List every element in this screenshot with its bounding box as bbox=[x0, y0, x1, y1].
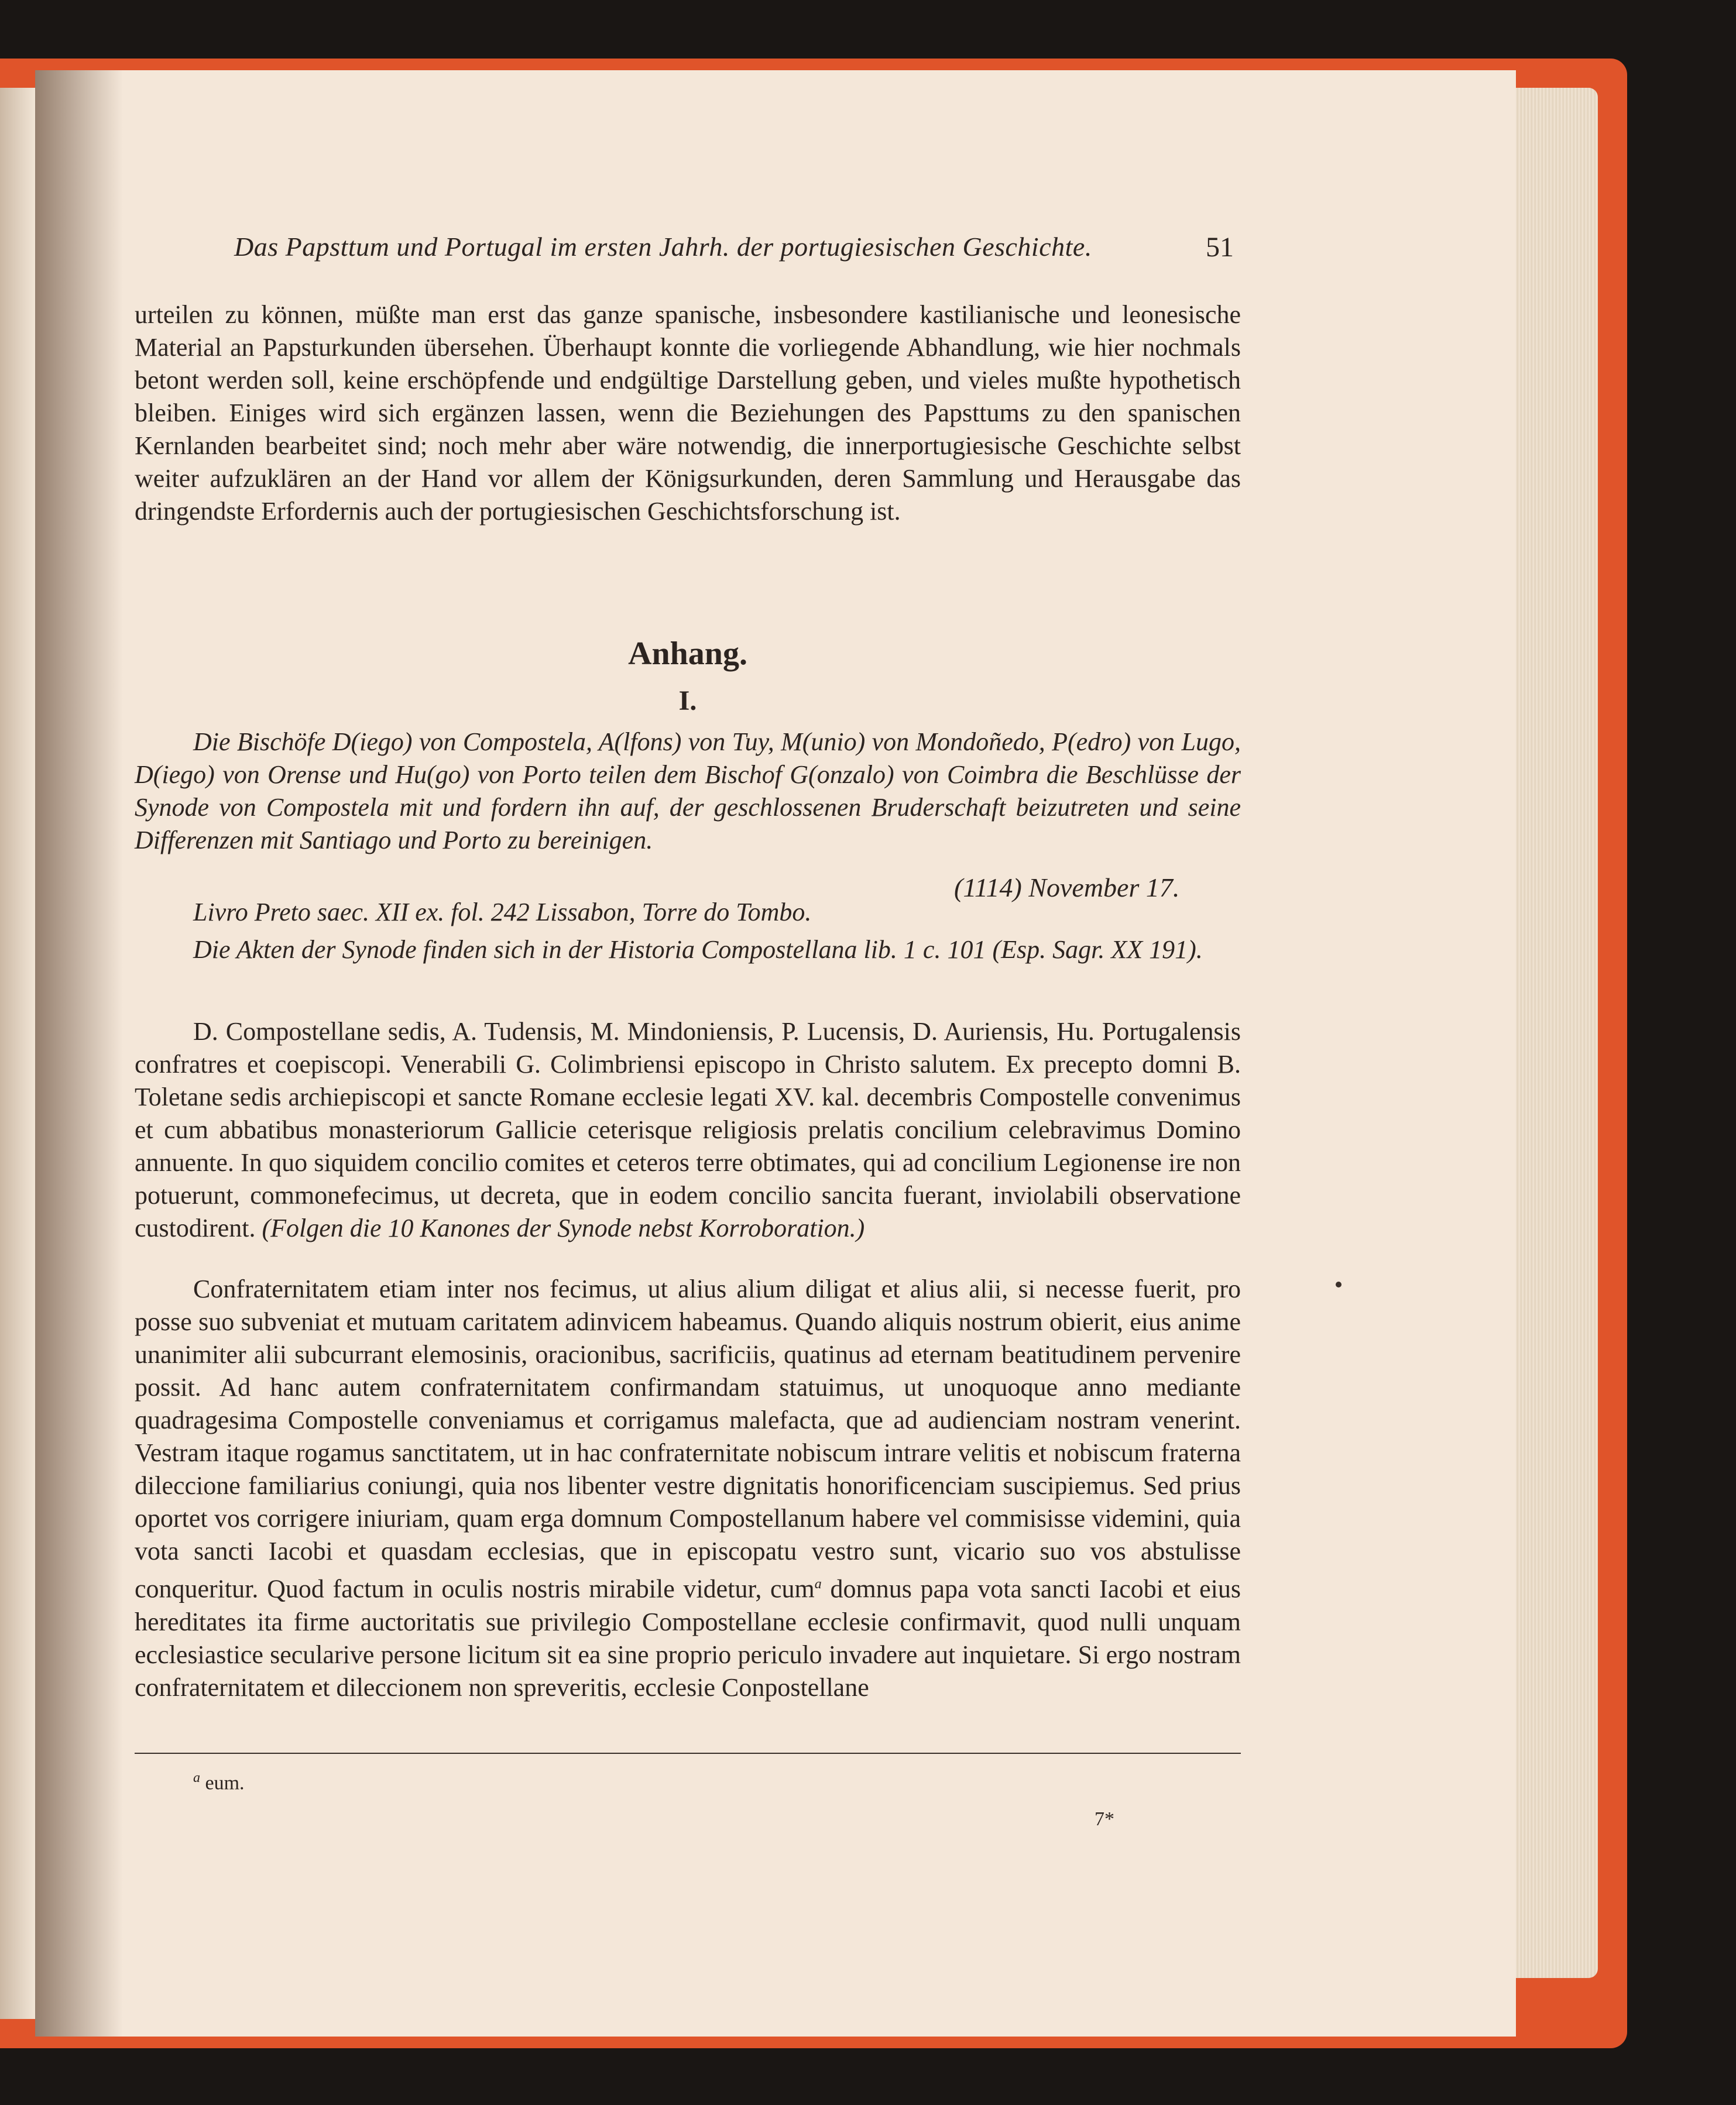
document-date: (1114) November 17. bbox=[954, 873, 1180, 902]
source-reference: Livro Preto saec. XII ex. fol. 242 Lissabon, Torre do Tombo. bbox=[193, 898, 812, 926]
page-stack-edge bbox=[1516, 88, 1598, 1978]
document-text-2a: Confraternitatem etiam inter nos fecimus, ut alius alium diligat et alius alii, si necesse fuerit, pro posse suo subveniat et mutuam caritatem adinvicem habeamus. Quando aliquis nostrum obierit, eius anime unanimiter alii subcurrant elemosinis, oracionibus, sacrificiis, quatinus ad eternam beatitudinem pervenire possit. Ad hanc autem confraternitatem confirmandam statuimus, ut unoquoque anno mediante quadragesima Compostelle conveniamus et corrigamus malefacta, que ad audienciam nostram venerint. Vestram itaque rogamus sanctitatem, ut in hac confraternitate nobiscum intrare velitis et nobiscum fraterna dileccione familiarius coniungi, quia nos libenter vestre dignitatis honorificenciam suscipiemus. Sed prius oportet vos corrigere iniuriam, quam erga domnum Compostellanum habere vel commisisse videmini, quia vota sancti Iacobi et quasdam ecclesias, que in episcopatu vestro sunt, vicario suo vos abstulisse conqueritur. Quod factum in oculis nostris mirabile videtur, cum bbox=[135, 1275, 1241, 1603]
signature-mark: 7* bbox=[1095, 1808, 1114, 1830]
footnote-divider bbox=[135, 1753, 1241, 1754]
footnote bbox=[193, 1770, 245, 1794]
footnote-reference: a bbox=[814, 1577, 822, 1592]
facing-page-edge bbox=[0, 88, 35, 2019]
margin-dot bbox=[1336, 1282, 1342, 1287]
document-text-1: D. Compostellane sedis, A. Tudensis, M. Mindoniensis, P. Lucensis, D. Auriensis, Hu. Portugalensis confratres et coepiscopi. Venerabili G. Colimbriensi episcopo in Christo salutem. Ex precepto domni B. Toletane sedis archiepiscopi et sancte Romane ecclesie legati XV. kal. decembris Compostelle convenimus et cum abbatibus monasteriorum Gallicie ceterisque religiosis prelatis concilium celebravimus Domino annuente. In quo siquidem concilio comites et ceteros terre obtimates, qui ad concilium Legionense ire non potuerunt, commonefecimus, ut decreta, que in eodem concilio sancita fuerant, inviolabili observatione custodirent. bbox=[135, 1017, 1241, 1242]
document-text-paragraph-1 bbox=[135, 1015, 1241, 1245]
regest-summary: Die Bischöfe D(iego) von Compostela, A(lfons) von Tuy, M(unio) von Mondoñedo, P(edro) von Lugo, D(iego) von Orense und Hu(go) von Porto teilen dem Bischof G(onzalo) von Coimbra die Beschlüsse der Synode von Compostela mit und fordern ihn auf, der geschlossenen Bruderschaft beizutreten und seine Differenzen mit Santiago und Porto zu bereinigen. bbox=[135, 727, 1241, 854]
spine-shadow bbox=[35, 70, 123, 2037]
akten-note: Die Akten der Synode finden sich in der Historia Compostellana lib. 1 c. 101 (Esp. Sagr. XX 191). bbox=[193, 935, 1203, 964]
editorial-note: (Folgen die 10 Kanones der Synode nebst Korroboration.) bbox=[262, 1214, 865, 1242]
running-header: Das Papsttum und Portugal im ersten Jahrh. der portugiesischen Geschichte. bbox=[234, 232, 1092, 262]
page-number: 51 bbox=[1206, 232, 1234, 263]
appendix-title: Anhang. bbox=[628, 636, 747, 672]
footnote-marker: a bbox=[193, 1770, 200, 1785]
footnote-text: eum. bbox=[200, 1772, 245, 1794]
document-text-2b: domnus papa vota sancti Iacobi et eius hereditates ita firme auctoritatis sue privilegio Compostellane ecclesie confirmavit, quod nulli unquam ecclesiastice secularive persone licitum sit ea sine proprio periculo invadere aut inquietare. Si ergo nostram confraternitatem et dileccionem non spreveritis, ecclesie Conpostellane bbox=[135, 1574, 1241, 1702]
document-number: I. bbox=[678, 685, 697, 716]
intro-paragraph: urteilen zu können, müßte man erst das ganze spanische, insbesondere kastilianische und leonesische Material an Papsturkunden übersehen. Überhaupt konnte die vorliegende Abhandlung, wie hier nochmals betont werden soll, keine erschöpfende und endgültige Darstellung geben, und vieles mußte hypothetisch bleiben. Einiges wird sich ergänzen lassen, wenn die Beziehungen des Papsttums zu den spanischen Kernlanden bearbeitet sind; noch mehr aber wäre notwendig, die innerportugiesische Geschichte selbst weiter aufzuklären an der Hand vor allem der Königsurkunden, deren Sammlung und Herausgabe das dringendste Erfordernis auch der portugiesischen Geschichtsforschung ist. bbox=[135, 300, 1241, 526]
document-text-paragraph-2 bbox=[135, 1273, 1241, 1704]
